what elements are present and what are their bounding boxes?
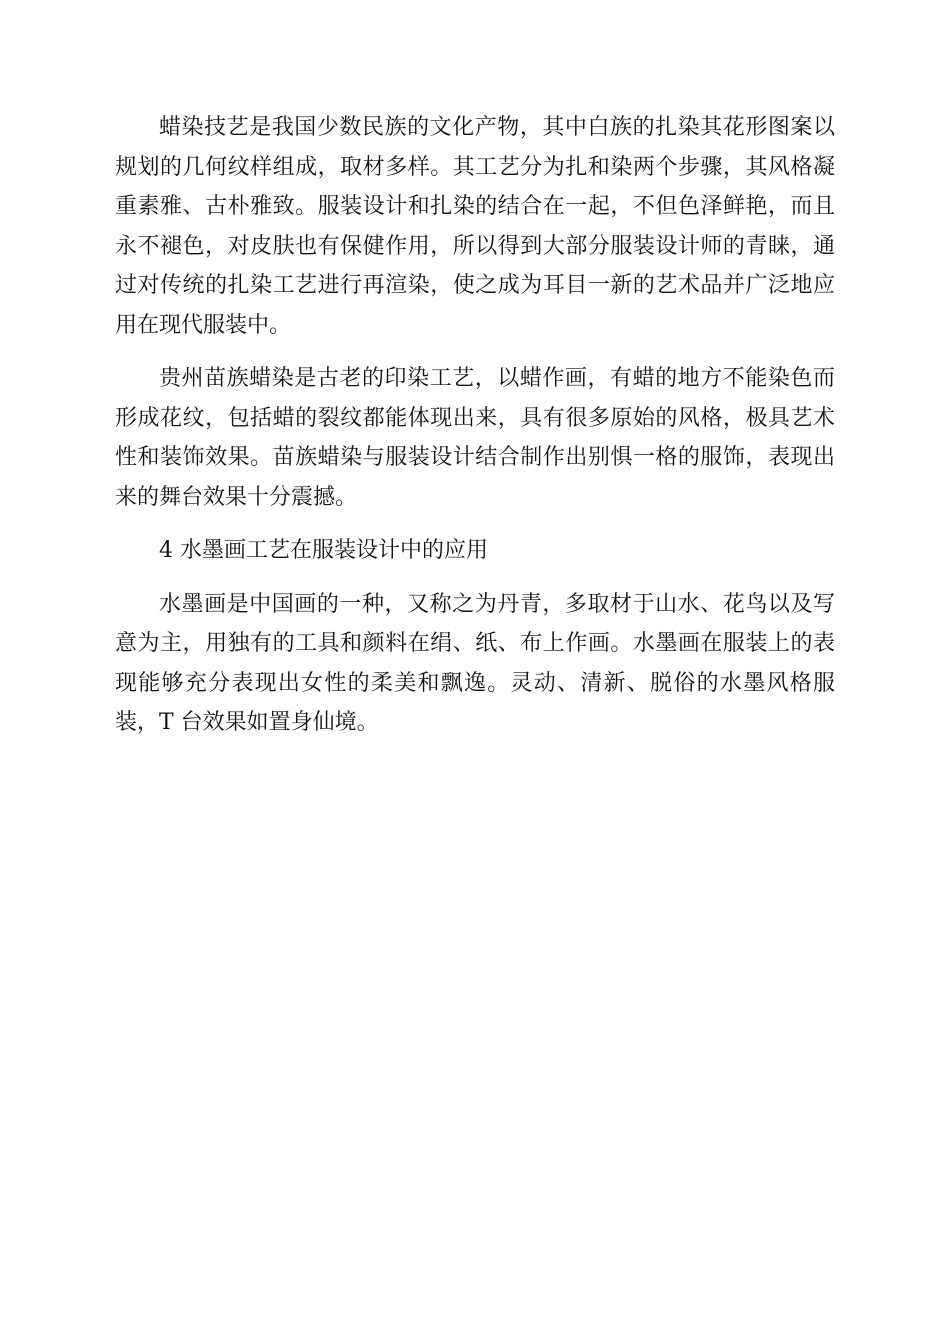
paragraph-miao-batik: 贵州苗族蜡染是古老的印染工艺，以蜡作画，有蜡的地方不能染色而形成花纹，包括蜡的裂纹都能体现出来，具有很多原始的风格，极具艺术性和装饰效果。苗族蜡染与服装设计结合制作出别惧一格的服饰，表现出来的舞台效果十分震撼。 xyxy=(115,366,835,510)
section-heading: 4 水墨画工艺在服装设计中的应用 xyxy=(159,538,488,563)
paragraph-ink-painting: 水墨画是中国画的一种，又称之为丹青，多取材于山水、花鸟以及写意为主，用独有的工具和颜料在绢、纸、布上作画。水墨画在服装上的表现能够充分表现出女性的柔美和飘逸。灵动、清新、脱俗的水墨风格服装，T 台效果如置身仙境。 xyxy=(115,591,835,735)
document-body xyxy=(115,108,835,757)
paragraph-tie-dye: 蜡染技艺是我国少数民族的文化产物，其中白族的扎染其花形图案以规划的几何纹样组成，取材多样。其工艺分为扎和染两个步骤，其风格凝重素雅、古朴雅致。服装设计和扎染的结合在一起，不但色泽鲜艳，而且永不褪色，对皮肤也有保健作用，所以得到大部分服装设计师的青睐，通过对传统的扎染工艺进行再渲染，使之成为耳目一新的艺术品并广泛地应用在现代服装中。 xyxy=(115,115,835,338)
